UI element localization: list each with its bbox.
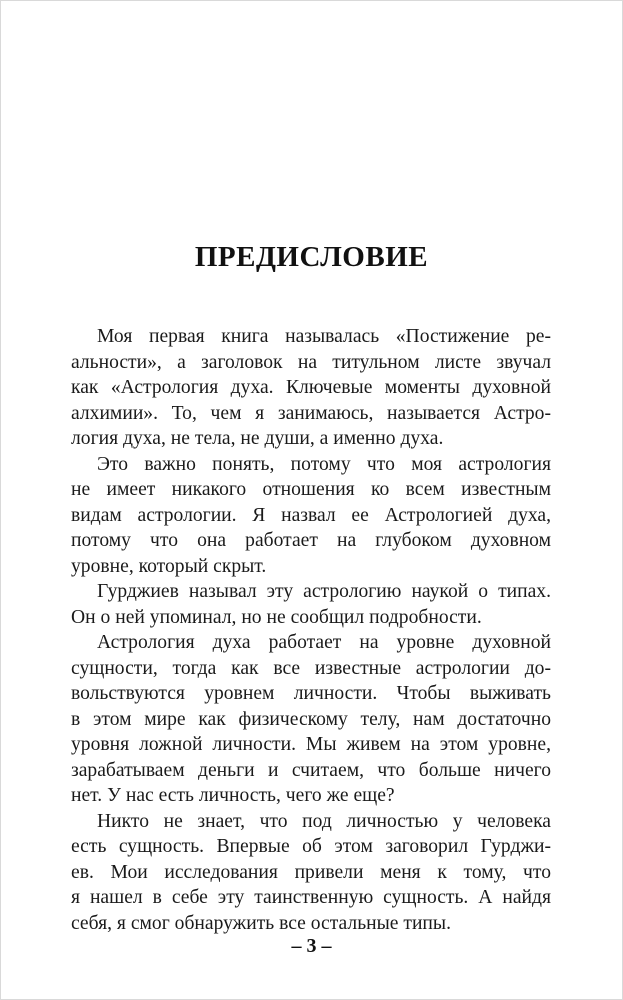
text-line: алхимии». То, чем я занимаюсь, называется Астро- bbox=[71, 402, 551, 424]
text-line: Гурджиев называл эту астрологию наукой о типах. bbox=[97, 581, 551, 602]
text-line: ев. Мои исследования привели меня к тому, что bbox=[71, 861, 551, 883]
text-line: уровне, который скрыт. bbox=[71, 555, 267, 577]
text-line: не имеет никакого отношения ко всем известным bbox=[71, 479, 551, 500]
text-line: видам астрологии. Я назвал ее Астрологией духа, bbox=[71, 504, 551, 526]
body-text bbox=[71, 324, 551, 936]
text-line: себя, я смог обнаружить все остальные типы. bbox=[71, 912, 451, 934]
text-line: вольствуются уровнем личности. Чтобы выживать bbox=[71, 683, 551, 704]
text-line: я нашел в себе эту таинственную сущность. А найдя bbox=[71, 887, 551, 908]
paragraph bbox=[71, 324, 551, 452]
text-line: нет. У нас есть личность, чего же еще? bbox=[71, 785, 395, 806]
text-line: потому что она работает на глубоком духовном bbox=[71, 530, 551, 551]
text-line: альности», а заголовок на титульном листе звучал bbox=[71, 351, 551, 373]
text-line: логия духа, не тела, не души, а именно духа. bbox=[71, 428, 444, 449]
chapter-title: ПРЕДИСЛОВИЕ bbox=[194, 241, 429, 273]
text-line: зарабатываем деньги и считаем, что больше ничего bbox=[71, 759, 551, 781]
text-line: сущности, тогда как все известные астрологии до- bbox=[71, 657, 551, 679]
text-line: Астрология духа работает на уровне духовной bbox=[97, 632, 551, 653]
text-line: уровня ложной личности. Мы живем на этом уровне, bbox=[71, 734, 551, 755]
text-line: Моя первая книга называлась «Постижение ре- bbox=[97, 326, 551, 347]
text-line: Никто не знает, что под личностью у человека bbox=[97, 810, 551, 832]
text-line: есть сущность. Впервые об этом заговорил Гурджи- bbox=[71, 836, 551, 857]
text-line: Он о ней упоминал, но не сообщил подробности. bbox=[71, 606, 482, 628]
paragraph bbox=[71, 630, 551, 809]
page-number: – 3 – bbox=[291, 935, 332, 957]
text-line: в этом мире как физическому телу, нам достаточно bbox=[71, 708, 551, 730]
text-line: Это важно понять, потому что моя астрология bbox=[97, 453, 551, 475]
paragraph bbox=[71, 452, 551, 580]
paragraph bbox=[71, 579, 551, 630]
text-line: как «Астрология духа. Ключевые моменты духовной bbox=[71, 377, 551, 398]
paragraph bbox=[71, 809, 551, 937]
